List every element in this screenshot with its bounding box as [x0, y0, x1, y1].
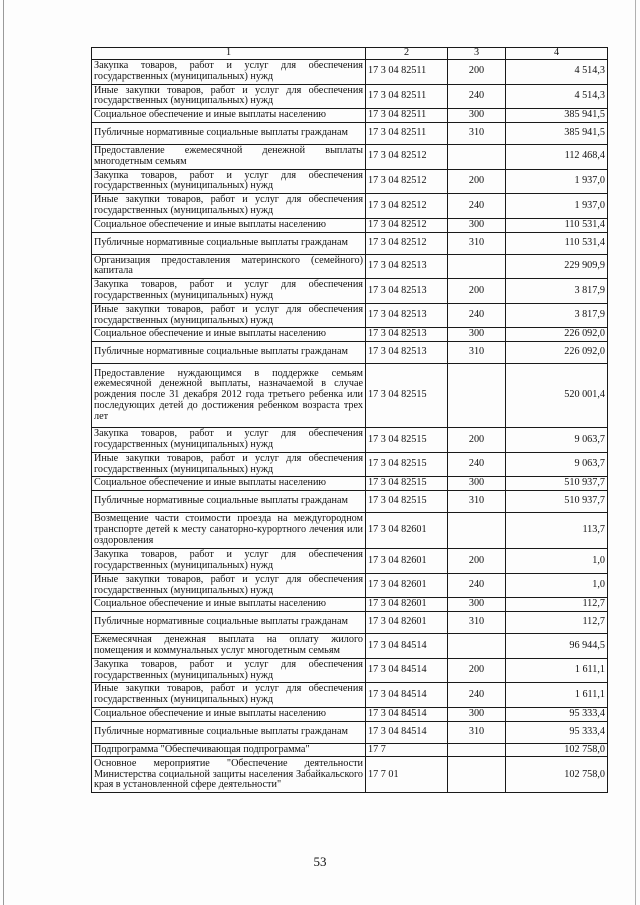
row-type: 310 — [448, 232, 506, 254]
row-code: 17 7 — [366, 743, 448, 757]
table-row — [92, 279, 608, 304]
table-row — [92, 144, 608, 169]
table-row — [92, 109, 608, 123]
row-type: 310 — [448, 612, 506, 634]
row-amount: 226 092,0 — [506, 342, 608, 364]
table-row — [92, 122, 608, 144]
row-amount: 112,7 — [506, 612, 608, 634]
row-type: 240 — [448, 303, 506, 328]
row-code: 17 3 04 82512 — [366, 169, 448, 194]
scan-edge-right — [635, 0, 636, 905]
row-amount: 4 514,3 — [506, 60, 608, 85]
row-amount: 226 092,0 — [506, 328, 608, 342]
row-name: Закупка товаров, работ и услуг для обеспечения государственных (муниципальных) нужд — [92, 169, 366, 194]
table-row — [92, 707, 608, 721]
row-amount: 9 063,7 — [506, 452, 608, 477]
table-row — [92, 218, 608, 232]
row-name: Иные закупки товаров, работ и услуг для обеспечения государственных (муниципальных) нужд — [92, 683, 366, 708]
row-amount: 1 937,0 — [506, 194, 608, 219]
row-type: 200 — [448, 169, 506, 194]
row-code: 17 3 04 82513 — [366, 254, 448, 279]
row-type: 300 — [448, 328, 506, 342]
row-type — [448, 743, 506, 757]
row-amount: 520 001,4 — [506, 364, 608, 428]
table-row — [92, 364, 608, 428]
row-type: 200 — [448, 549, 506, 574]
row-name: Иные закупки товаров, работ и услуг для обеспечения государственных (муниципальных) нужд — [92, 194, 366, 219]
row-type: 310 — [448, 122, 506, 144]
page-number: 53 — [313, 854, 327, 869]
header-col-1: 1 — [92, 48, 366, 60]
table-row — [92, 254, 608, 279]
row-code: 17 3 04 82512 — [366, 232, 448, 254]
table-row — [92, 683, 608, 708]
table-row — [92, 452, 608, 477]
header-col-3: 3 — [448, 48, 506, 60]
row-code: 17 3 04 82512 — [366, 218, 448, 232]
row-code: 17 7 01 — [366, 757, 448, 793]
row-name: Иные закупки товаров, работ и услуг для обеспечения государственных (муниципальных) нужд — [92, 84, 366, 109]
table-row — [92, 60, 608, 85]
row-code: 17 3 04 82515 — [366, 491, 448, 513]
row-amount: 510 937,7 — [506, 491, 608, 513]
row-name: Иные закупки товаров, работ и услуг для обеспечения государственных (муниципальных) нужд — [92, 573, 366, 598]
row-code: 17 3 04 82601 — [366, 513, 448, 549]
row-amount: 1,0 — [506, 549, 608, 574]
row-code: 17 3 04 82513 — [366, 342, 448, 364]
budget-table — [91, 47, 608, 793]
row-type — [448, 254, 506, 279]
row-type: 200 — [448, 428, 506, 453]
row-code: 17 3 04 82513 — [366, 279, 448, 304]
row-name: Иные закупки товаров, работ и услуг для обеспечения государственных (муниципальных) нужд — [92, 452, 366, 477]
row-type: 200 — [448, 279, 506, 304]
row-name: Закупка товаров, работ и услуг для обеспечения государственных (муниципальных) нужд — [92, 549, 366, 574]
table-row — [92, 84, 608, 109]
row-name: Иные закупки товаров, работ и услуг для обеспечения государственных (муниципальных) нужд — [92, 303, 366, 328]
row-type — [448, 144, 506, 169]
row-code: 17 3 04 84514 — [366, 634, 448, 659]
row-name: Социальное обеспечение и иные выплаты населению — [92, 477, 366, 491]
row-type: 200 — [448, 60, 506, 85]
row-code: 17 3 04 82511 — [366, 84, 448, 109]
table-row — [92, 194, 608, 219]
row-name: Закупка товаров, работ и услуг для обеспечения государственных (муниципальных) нужд — [92, 60, 366, 85]
table-row — [92, 573, 608, 598]
row-name: Основное мероприятие "Обеспечение деятельности Министерства социальной защиты населения Забайкальского края в установленной сфере деятельности" — [92, 757, 366, 793]
row-name: Закупка товаров, работ и услуг для обеспечения государственных (муниципальных) нужд — [92, 428, 366, 453]
row-name: Социальное обеспечение и иные выплаты населению — [92, 218, 366, 232]
row-type: 300 — [448, 707, 506, 721]
row-name: Публичные нормативные социальные выплаты гражданам — [92, 232, 366, 254]
table-row — [92, 513, 608, 549]
row-code: 17 3 04 82511 — [366, 109, 448, 123]
row-name: Публичные нормативные социальные выплаты гражданам — [92, 721, 366, 743]
row-amount: 110 531,4 — [506, 218, 608, 232]
row-amount: 3 817,9 — [506, 303, 608, 328]
row-type: 240 — [448, 573, 506, 598]
row-code: 17 3 04 82515 — [366, 364, 448, 428]
row-code: 17 3 04 84514 — [366, 658, 448, 683]
row-code: 17 3 04 82601 — [366, 598, 448, 612]
row-name: Социальное обеспечение и иные выплаты населению — [92, 707, 366, 721]
table-row — [92, 477, 608, 491]
row-amount: 385 941,5 — [506, 109, 608, 123]
table-row — [92, 232, 608, 254]
table-row — [92, 598, 608, 612]
row-amount: 385 941,5 — [506, 122, 608, 144]
row-type — [448, 513, 506, 549]
row-name: Организация предоставления материнского (семейного) капитала — [92, 254, 366, 279]
row-type: 240 — [448, 194, 506, 219]
row-amount: 102 758,0 — [506, 757, 608, 793]
row-name: Социальное обеспечение и иные выплаты населению — [92, 109, 366, 123]
row-name: Публичные нормативные социальные выплаты гражданам — [92, 342, 366, 364]
row-type: 300 — [448, 598, 506, 612]
row-name: Возмещение части стоимости проезда на междугородном транспорте детей к месту санаторно-курортного лечения или оздоровления — [92, 513, 366, 549]
row-name: Ежемесячная денежная выплата на оплату жилого помещения и коммунальных услуг многодетным семьям — [92, 634, 366, 659]
row-type: 300 — [448, 477, 506, 491]
row-amount: 1 611,1 — [506, 683, 608, 708]
row-amount: 102 758,0 — [506, 743, 608, 757]
table-row — [92, 743, 608, 757]
row-type: 200 — [448, 658, 506, 683]
row-code: 17 3 04 84514 — [366, 721, 448, 743]
row-code: 17 3 04 82515 — [366, 428, 448, 453]
row-amount: 229 909,9 — [506, 254, 608, 279]
row-code: 17 3 04 82512 — [366, 194, 448, 219]
row-type — [448, 364, 506, 428]
row-name: Публичные нормативные социальные выплаты гражданам — [92, 491, 366, 513]
row-code: 17 3 04 84514 — [366, 683, 448, 708]
header-col-4: 4 — [506, 48, 608, 60]
row-type — [448, 757, 506, 793]
row-code: 17 3 04 82511 — [366, 122, 448, 144]
row-code: 17 3 04 82601 — [366, 612, 448, 634]
row-name: Подпрограмма "Обеспечивающая подпрограмма" — [92, 743, 366, 757]
row-amount: 9 063,7 — [506, 428, 608, 453]
table-row — [92, 612, 608, 634]
table-row — [92, 757, 608, 793]
row-code: 17 3 04 82515 — [366, 452, 448, 477]
row-code: 17 3 04 82511 — [366, 60, 448, 85]
row-amount: 112 468,4 — [506, 144, 608, 169]
table-row — [92, 303, 608, 328]
table-row — [92, 491, 608, 513]
row-code: 17 3 04 82601 — [366, 573, 448, 598]
table-row — [92, 328, 608, 342]
row-amount: 110 531,4 — [506, 232, 608, 254]
table-row — [92, 634, 608, 659]
table-header-row — [92, 48, 608, 60]
table-row — [92, 169, 608, 194]
row-name: Закупка товаров, работ и услуг для обеспечения государственных (муниципальных) нужд — [92, 279, 366, 304]
row-type: 300 — [448, 218, 506, 232]
row-amount: 3 817,9 — [506, 279, 608, 304]
row-code: 17 3 04 84514 — [366, 707, 448, 721]
row-type: 240 — [448, 452, 506, 477]
table-row — [92, 428, 608, 453]
row-amount: 112,7 — [506, 598, 608, 612]
row-amount: 1 611,1 — [506, 658, 608, 683]
row-amount: 510 937,7 — [506, 477, 608, 491]
row-amount: 1 937,0 — [506, 169, 608, 194]
row-name: Социальное обеспечение и иные выплаты населению — [92, 328, 366, 342]
row-name: Предоставление ежемесячной денежной выплаты многодетным семьям — [92, 144, 366, 169]
row-name: Социальное обеспечение и иные выплаты населению — [92, 598, 366, 612]
row-code: 17 3 04 82513 — [366, 303, 448, 328]
table-body — [92, 60, 608, 793]
row-type: 310 — [448, 491, 506, 513]
header-col-2: 2 — [366, 48, 448, 60]
row-name: Публичные нормативные социальные выплаты гражданам — [92, 612, 366, 634]
row-code: 17 3 04 82601 — [366, 549, 448, 574]
row-name: Предоставление нуждающимся в поддержке семьям ежемесячной денежной выплаты, назначаемой в случае рождения после 31 декабря 2012 года третьего ребенка или последующих детей до достижения ребенком возраста трех лет — [92, 364, 366, 428]
row-amount: 95 333,4 — [506, 721, 608, 743]
table-row — [92, 342, 608, 364]
row-code: 17 3 04 82515 — [366, 477, 448, 491]
row-amount: 1,0 — [506, 573, 608, 598]
row-amount: 96 944,5 — [506, 634, 608, 659]
row-type: 310 — [448, 721, 506, 743]
row-type: 310 — [448, 342, 506, 364]
row-amount: 95 333,4 — [506, 707, 608, 721]
row-name: Закупка товаров, работ и услуг для обеспечения государственных (муниципальных) нужд — [92, 658, 366, 683]
row-name: Публичные нормативные социальные выплаты гражданам — [92, 122, 366, 144]
row-code: 17 3 04 82512 — [366, 144, 448, 169]
table-row — [92, 721, 608, 743]
row-type: 240 — [448, 683, 506, 708]
row-code: 17 3 04 82513 — [366, 328, 448, 342]
scan-edge-left — [3, 0, 4, 905]
row-type: 240 — [448, 84, 506, 109]
table-row — [92, 658, 608, 683]
row-type — [448, 634, 506, 659]
row-type: 300 — [448, 109, 506, 123]
row-amount: 4 514,3 — [506, 84, 608, 109]
table-row — [92, 549, 608, 574]
row-amount: 113,7 — [506, 513, 608, 549]
